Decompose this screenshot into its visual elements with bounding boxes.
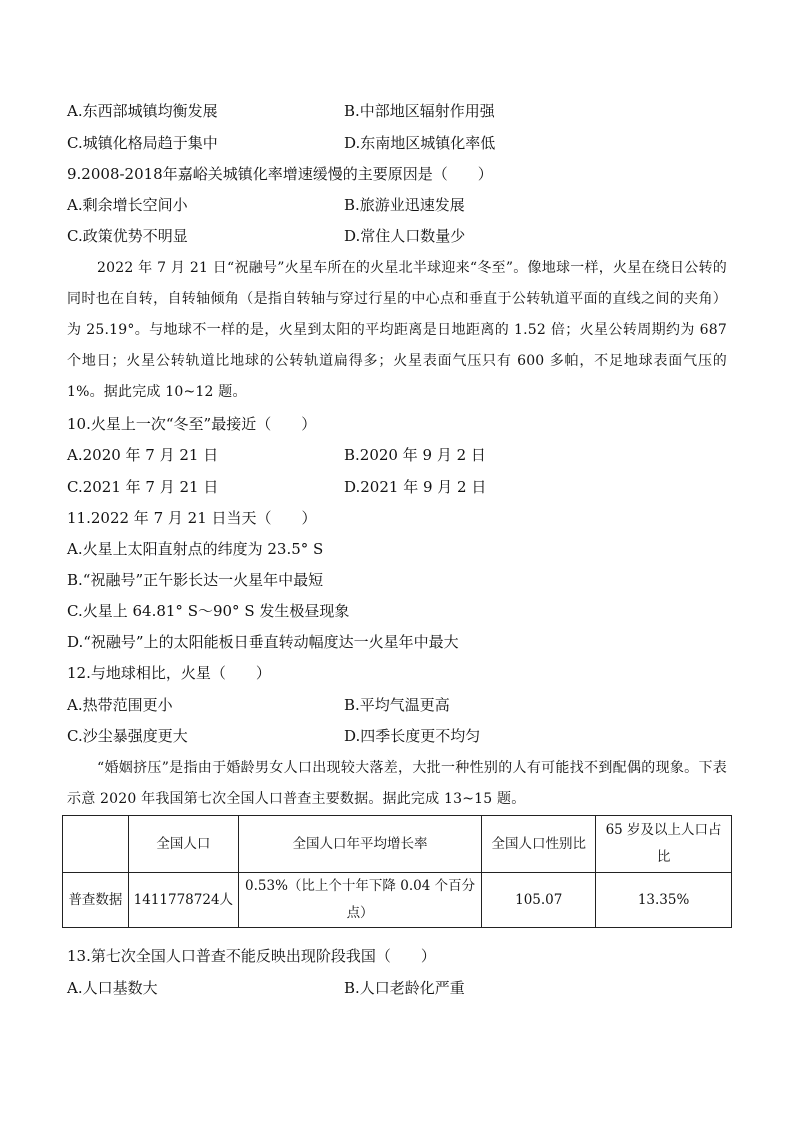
q10-stem: 10.火星上一次“冬至”最接近（ ） xyxy=(67,415,317,433)
passage-marriage xyxy=(67,753,727,815)
q11-option-c: C.火星上 64.81° S～90° S 发生极昼现象 xyxy=(67,602,350,620)
header-elderly-share: 65 岁及以上人口占比 xyxy=(596,816,732,873)
passage-marriage-text: “婚姻挤压”是指由于婚龄男女人口出现较大落差，大批一种性别的人有可能找不到配偶的现象。下表示意 2020 年我国第七次全国人口普查主要数据。据此完成 13~15 题。 xyxy=(67,760,727,807)
q11-option-d: D.“祝融号”上的太阳能板日垂直转动幅度达一火星年中最大 xyxy=(67,633,459,651)
q8-option-c: C.城镇化格局趋于集中 xyxy=(67,134,218,152)
q8-option-a: A.东西部城镇均衡发展 xyxy=(67,102,218,120)
cell-sex-ratio: 105.07 xyxy=(482,873,596,928)
q9-option-d: D.常住人口数量少 xyxy=(344,227,466,245)
q9-option-c: C.政策优势不明显 xyxy=(67,227,188,245)
q13-stem: 13.第七次全国人口普查不能反映出现阶段我国（ ） xyxy=(67,947,436,965)
q10-option-a: A.2020 年 7 月 21 日 xyxy=(67,446,219,464)
q10-option-b: B.2020 年 9 月 2 日 xyxy=(344,446,486,464)
q10-option-d: D.2021 年 9 月 2 日 xyxy=(344,478,487,496)
table-header-row xyxy=(63,816,732,873)
q8-option-d: D.东南地区城镇化率低 xyxy=(344,134,496,152)
passage-mars xyxy=(67,253,727,408)
header-growth-rate: 全国人口年平均增长率 xyxy=(238,816,481,873)
table-corner-cell xyxy=(63,816,129,873)
q9-stem: 9.2008-2018年嘉峪关城镇化率增速缓慢的主要原因是（ ） xyxy=(67,165,493,183)
q12-option-a: A.热带范围更小 xyxy=(67,696,173,714)
q12-option-b: B.平均气温更高 xyxy=(344,696,450,714)
cell-population: 1411778724人 xyxy=(128,873,238,928)
q11-option-a: A.火星上太阳直射点的纬度为 23.5° S xyxy=(67,540,324,558)
header-sex-ratio: 全国人口性别比 xyxy=(482,816,596,873)
q13-option-b: B.人口老龄化严重 xyxy=(344,979,465,997)
census-table xyxy=(62,815,732,928)
header-population: 全国人口 xyxy=(128,816,238,873)
passage-mars-text: 2022 年 7 月 21 日“祝融号”火星车所在的火星北半球迎来“冬至”。像地球一样，火星在绕日公转的同时也在自转，自转轴倾角（是指自转轴与穿过行星的中心点和垂直于公转轨道平面的直线之间的夹角）为 25.19°。与地球不一样的是，火星到太阳的平均距离是日地距离的 1.52 倍；火星公转周期约为 687 个地日；火星公转轨道比地球的公转轨道扁得多；火星表面气压只有 600 多帕，不足地球表面气压的 1%。据此完成 10~12 题。 xyxy=(67,260,727,400)
q10-option-c: C.2021 年 7 月 21 日 xyxy=(67,478,219,496)
q8-option-b: B.中部地区辐射作用强 xyxy=(344,102,495,120)
row-label: 普查数据 xyxy=(63,873,129,928)
q11-option-b: B.“祝融号”正午影长达一火星年中最短 xyxy=(67,571,324,589)
cell-growth-rate: 0.53%（比上个十年下降 0.04 个百分点） xyxy=(238,873,481,928)
q12-stem: 12.与地球相比，火星（ ） xyxy=(67,664,271,682)
q11-stem: 11.2022 年 7 月 21 日当天（ ） xyxy=(67,509,317,527)
q12-option-d: D.四季长度更不均匀 xyxy=(344,727,481,745)
q12-option-c: C.沙尘暴强度更大 xyxy=(67,727,188,745)
q9-option-b: B.旅游业迅速发展 xyxy=(344,196,465,214)
q9-option-a: A.剩余增长空间小 xyxy=(67,196,188,214)
table-row xyxy=(63,873,732,928)
cell-elderly-share: 13.35% xyxy=(596,873,732,928)
q13-option-a: A.人口基数大 xyxy=(67,979,158,997)
